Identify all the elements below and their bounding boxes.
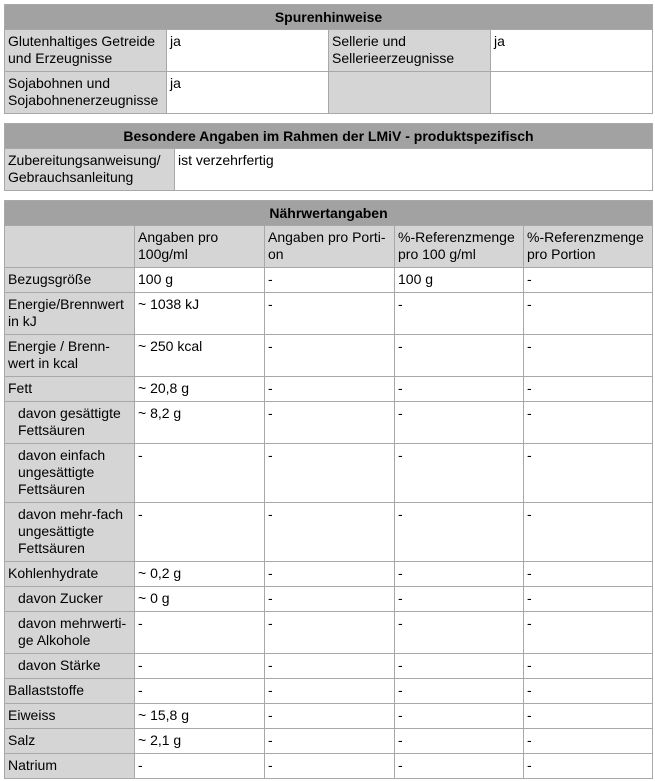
row-value: -	[395, 704, 524, 729]
row-label: Glutenhaltiges Getreide und Erzeugnisse	[5, 30, 167, 72]
row-label: davon Zucker	[5, 587, 135, 612]
row-value: -	[524, 293, 653, 335]
row-value: -	[395, 587, 524, 612]
row-value: -	[524, 679, 653, 704]
row-value: -	[265, 335, 395, 377]
row-value: -	[395, 335, 524, 377]
column-header: Angaben pro 100g/ml	[135, 226, 265, 268]
row-value: -	[395, 562, 524, 587]
row-value: -	[524, 402, 653, 444]
empty-value-cell	[491, 72, 653, 114]
row-value: -	[135, 754, 265, 779]
row-value: -	[524, 729, 653, 754]
spurenhinweise-table	[4, 4, 653, 114]
row-value: -	[265, 587, 395, 612]
table-row	[5, 268, 653, 293]
row-value: 100 g	[395, 268, 524, 293]
naehrwert-title: Nährwertangaben	[5, 201, 653, 226]
row-value: -	[265, 654, 395, 679]
row-value: -	[265, 293, 395, 335]
row-value: -	[265, 402, 395, 444]
row-value: -	[265, 562, 395, 587]
row-value: -	[395, 612, 524, 654]
row-value: ~ 8,2 g	[135, 402, 265, 444]
row-value: -	[524, 503, 653, 562]
row-label: davon Stärke	[5, 654, 135, 679]
row-label: Sellerie und Sellerieerzeugnisse	[329, 30, 491, 72]
row-value: ja	[167, 72, 329, 114]
header-corner	[5, 226, 135, 268]
row-value: -	[524, 704, 653, 729]
row-value: -	[395, 729, 524, 754]
row-value: -	[395, 503, 524, 562]
row-value: -	[265, 503, 395, 562]
table-row	[5, 149, 653, 191]
row-value: ~ 0 g	[135, 587, 265, 612]
row-value: ~ 250 kcal	[135, 335, 265, 377]
row-value: -	[524, 612, 653, 654]
row-value: -	[524, 377, 653, 402]
row-value: -	[135, 503, 265, 562]
table-row	[5, 612, 653, 654]
row-value: ~ 0,2 g	[135, 562, 265, 587]
row-label: davon gesättigte Fettsäuren	[5, 402, 135, 444]
column-header: %-Referenzmenge pro 100 g/ml	[395, 226, 524, 268]
row-value: -	[265, 754, 395, 779]
table-row	[5, 503, 653, 562]
row-value: ist verzehrfertig	[175, 149, 653, 191]
row-value: 100 g	[135, 268, 265, 293]
row-label: davon mehr-fach ungesättigte Fettsäuren	[5, 503, 135, 562]
row-value: -	[524, 654, 653, 679]
naehrwert-table	[4, 200, 653, 779]
row-value: ~ 15,8 g	[135, 704, 265, 729]
table-row	[5, 754, 653, 779]
spurenhinweise-title: Spurenhinweise	[5, 5, 653, 30]
table-row	[5, 335, 653, 377]
row-value: -	[265, 377, 395, 402]
row-value: -	[395, 754, 524, 779]
row-label: davon einfach ungesättigte Fettsäuren	[5, 444, 135, 503]
row-value: -	[524, 268, 653, 293]
table-row	[5, 72, 653, 114]
row-value: -	[395, 377, 524, 402]
row-label: Natrium	[5, 754, 135, 779]
row-value: -	[135, 612, 265, 654]
table-row	[5, 444, 653, 503]
row-value: -	[395, 444, 524, 503]
row-value: -	[265, 679, 395, 704]
row-value: -	[524, 754, 653, 779]
row-label: Zubereitungsanweisung/ Gebrauchsanleitung	[5, 149, 175, 191]
row-value: -	[524, 562, 653, 587]
row-value: -	[265, 729, 395, 754]
table-row	[5, 293, 653, 335]
column-header: Angaben pro Porti-on	[265, 226, 395, 268]
row-value: -	[524, 444, 653, 503]
row-value: -	[395, 402, 524, 444]
table-row	[5, 729, 653, 754]
row-label: Fett	[5, 377, 135, 402]
lmiv-table	[4, 123, 653, 191]
naehrwert-body	[5, 268, 653, 779]
row-value: -	[524, 587, 653, 612]
row-label: Energie/Brennwert in kJ	[5, 293, 135, 335]
row-value: -	[265, 704, 395, 729]
table-row	[5, 679, 653, 704]
row-label: Bezugsgröße	[5, 268, 135, 293]
row-label: Energie / Brenn-wert in kcal	[5, 335, 135, 377]
row-value: ja	[491, 30, 653, 72]
header-row	[5, 226, 653, 268]
row-value: ~ 20,8 g	[135, 377, 265, 402]
row-label: Sojabohnen und Sojabohnenerzeugnisse	[5, 72, 167, 114]
table-row	[5, 402, 653, 444]
row-value: -	[135, 679, 265, 704]
row-value: -	[265, 444, 395, 503]
row-value: -	[265, 268, 395, 293]
row-value: -	[395, 679, 524, 704]
table-row	[5, 587, 653, 612]
row-value: -	[265, 612, 395, 654]
row-value: -	[135, 654, 265, 679]
column-header: %-Referenzmenge pro Portion	[524, 226, 653, 268]
row-label: davon mehrwerti-ge Alkohole	[5, 612, 135, 654]
table-row	[5, 30, 653, 72]
row-label: Ballaststoffe	[5, 679, 135, 704]
row-value: -	[395, 293, 524, 335]
table-row	[5, 562, 653, 587]
table-row	[5, 654, 653, 679]
row-label: Salz	[5, 729, 135, 754]
row-value: ja	[167, 30, 329, 72]
row-value: -	[395, 654, 524, 679]
empty-label-cell	[329, 72, 491, 114]
table-row	[5, 704, 653, 729]
row-value: ~ 1038 kJ	[135, 293, 265, 335]
lmiv-title: Besondere Angaben im Rahmen der LMiV - produktspezifisch	[5, 124, 653, 149]
row-label: Eiweiss	[5, 704, 135, 729]
row-value: -	[135, 444, 265, 503]
row-value: ~ 2,1 g	[135, 729, 265, 754]
row-value: -	[524, 335, 653, 377]
table-row	[5, 377, 653, 402]
row-label: Kohlenhydrate	[5, 562, 135, 587]
